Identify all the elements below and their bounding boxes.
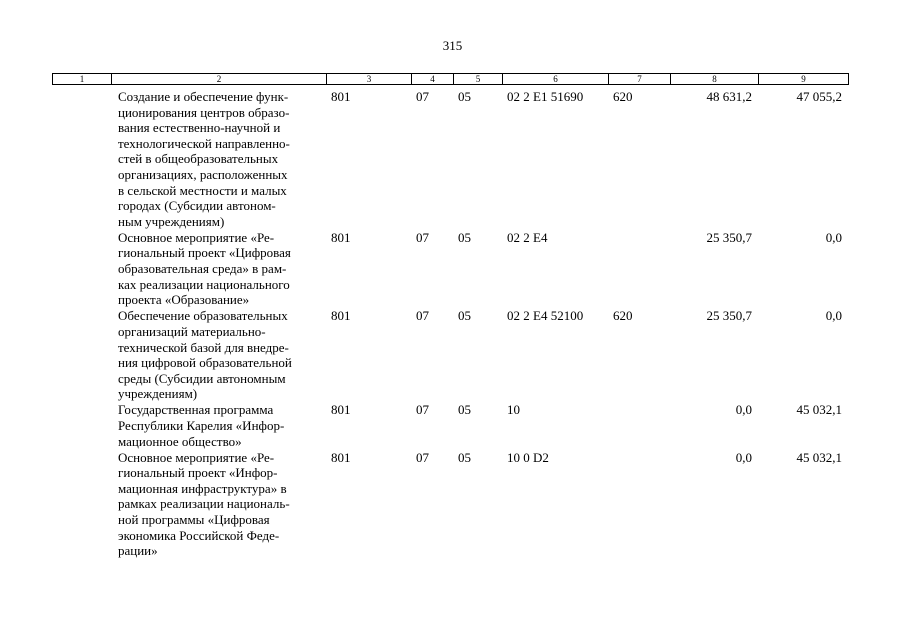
row-index-cell <box>52 402 111 449</box>
page-number: 315 <box>442 38 463 53</box>
description-cell: Государственная программа Республики Карелия «Инфор- мационное общество» <box>118 402 285 449</box>
expense-type-cell: 620 <box>613 308 633 324</box>
amount-year-2-cell: 45 032,1 <box>796 449 842 465</box>
amount-year-1-cell: 25 350,7 <box>706 229 752 245</box>
section-code-cell: 07 <box>416 402 429 418</box>
ministry-code-cell: 801 <box>331 229 351 245</box>
expense-type-cell <box>608 450 670 560</box>
header-col-7: 7 <box>609 74 671 85</box>
row-index-cell <box>52 450 111 560</box>
ministry-code-cell: 801 <box>331 402 351 418</box>
amount-year-1-cell: 48 631,2 <box>706 89 752 104</box>
description-cell: Основное мероприятие «Ре- гиональный проект «Инфор- мационная инфраструктура» в рамках реализации националь- ной программы «Цифровая экономика Российской Феде- рации» <box>118 449 290 559</box>
header-row <box>53 74 849 85</box>
target-article-cell: 02 2 E4 <box>507 229 548 245</box>
amount-year-1-cell: 0,0 <box>735 449 752 465</box>
header-col-4: 4 <box>412 74 454 85</box>
target-article-cell: 02 2 E1 51690 <box>507 89 584 104</box>
table-row <box>52 450 848 560</box>
row-index-cell <box>52 89 111 230</box>
column-number-header <box>52 73 849 85</box>
target-article-cell: 10 0 D2 <box>507 449 549 465</box>
ministry-code-cell: 801 <box>331 89 351 104</box>
table-row <box>52 308 848 402</box>
section-code-cell: 07 <box>416 308 429 324</box>
expense-type-cell <box>608 230 670 308</box>
section-code-cell: 07 <box>416 449 429 465</box>
expense-type-cell <box>608 402 670 449</box>
target-article-cell: 02 2 E4 52100 <box>507 308 584 324</box>
row-index-cell <box>52 230 111 308</box>
amount-year-2-cell: 47 055,2 <box>796 89 842 104</box>
amount-year-2-cell: 45 032,1 <box>796 402 842 418</box>
amount-year-1-cell: 25 350,7 <box>706 308 752 324</box>
subsection-code-cell: 05 <box>458 308 471 324</box>
header-col-5: 5 <box>454 74 503 85</box>
header-col-3: 3 <box>327 74 412 85</box>
ministry-code-cell: 801 <box>331 308 351 324</box>
table-row <box>52 230 848 308</box>
header-col-1: 1 <box>53 74 112 85</box>
amount-year-2-cell: 0,0 <box>825 308 842 324</box>
table-row <box>52 402 848 449</box>
amount-year-2-cell: 0,0 <box>825 229 842 245</box>
description-cell: Создание и обеспечение функ- ционирования центров образо- вания естественно-научной и технологической направленно- стей в общеобразовательных организациях, расположенных в сельской местности и малых городах (Субсидии автоном- ным учреждениям) <box>118 89 290 229</box>
description-cell: Обеспечение образовательных организаций материально- технической базой для внедре- ния цифровой образовательной среды (Субсидии автономным учреждениям) <box>118 308 292 402</box>
section-code-cell: 07 <box>416 229 429 245</box>
target-article-cell: 10 <box>507 402 520 418</box>
budget-table <box>52 89 848 559</box>
row-index-cell <box>52 308 111 402</box>
subsection-code-cell: 05 <box>458 89 471 104</box>
header-col-2: 2 <box>112 74 327 85</box>
description-cell: Основное мероприятие «Ре- гиональный проект «Цифровая образовательная среда» в рам- ках реализации национального проекта «Образование» <box>118 229 291 308</box>
subsection-code-cell: 05 <box>458 229 471 245</box>
header-col-8: 8 <box>671 74 759 85</box>
subsection-code-cell: 05 <box>458 449 471 465</box>
header-col-9: 9 <box>759 74 849 85</box>
section-code-cell: 07 <box>416 89 429 104</box>
ministry-code-cell: 801 <box>331 449 351 465</box>
subsection-code-cell: 05 <box>458 402 471 418</box>
table-row <box>52 89 848 230</box>
header-col-6: 6 <box>503 74 609 85</box>
amount-year-1-cell: 0,0 <box>735 402 752 418</box>
expense-type-cell: 620 <box>613 89 633 104</box>
